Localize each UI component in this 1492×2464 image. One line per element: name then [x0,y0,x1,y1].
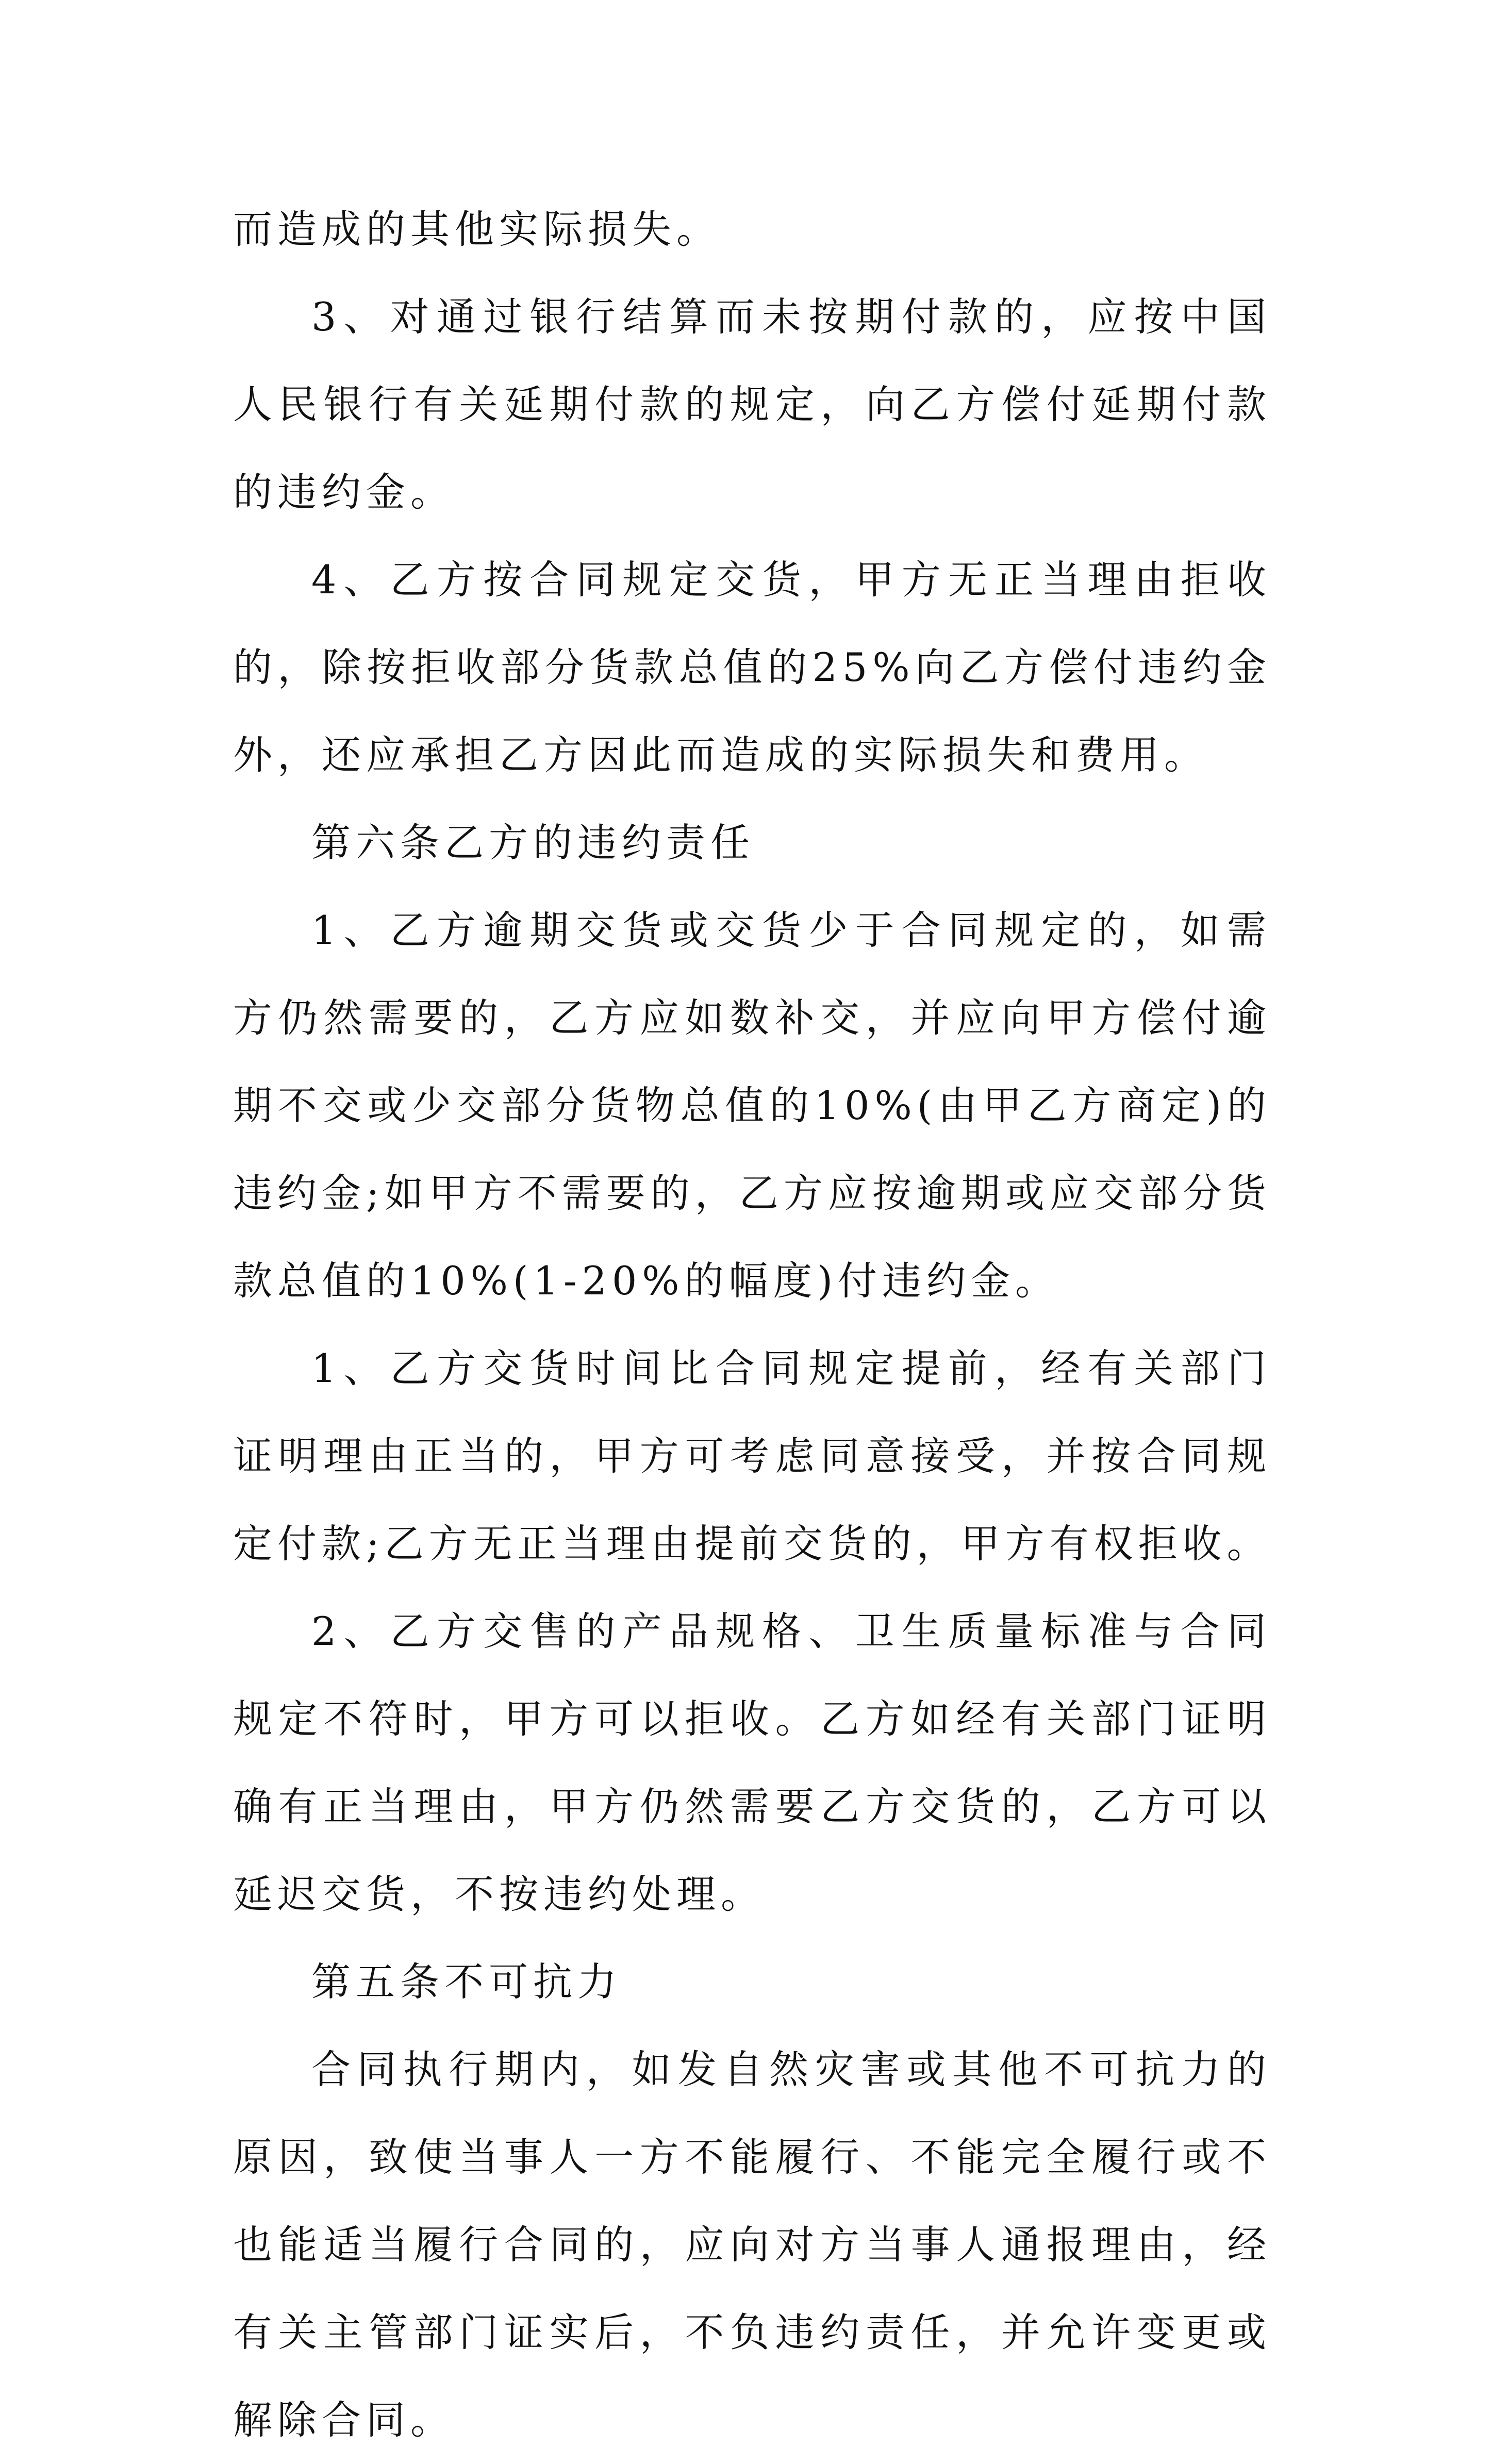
section-heading-article-6: 第六条乙方的违约责任 [311,820,755,865]
paragraph-article-6-clause-2: 2、乙方交售的产品规格、卫生质量标准与合同规定不符时，甲方可以拒收。乙方如经有关部门证明确有正当理由，甲方仍然需要乙方交货的，乙方可以延迟交货，不按违约处理。 [233,1608,1271,1917]
paragraph-article-6-clause-1b: 1、乙方交货时间比合同规定提前，经有关部门证明理由正当的，甲方可考虑同意接受，并按合同规定付款;乙方无正当理由提前交货的，甲方有权拒收。 [233,1345,1271,1567]
paragraph-continued: 而造成的其他实际损失。 [233,206,721,252]
paragraph-clause-4: 4、乙方按合同规定交货，甲方无正当理由拒收的，除按拒收部分货款总值的25%向乙方偿付违约金外，还应承担乙方因此而造成的实际损失和费用。 [233,557,1271,778]
section-heading-article-5: 第五条不可抗力 [311,1959,622,2005]
document-body [233,186,1271,2464]
paragraph-force-majeure: 合同执行期内，如发自然灾害或其他不可抗力的原因，致使当事人一方不能履行、不能完全履行或不也能适当履行合同的，应向对方当事人通报理由，经有关主管部门证实后，不负违约责任，并允许变更或解除合同。 [233,2046,1271,2443]
paragraph-clause-3: 3、对通过银行结算而未按期付款的，应按中国人民银行有关延期付款的规定，向乙方偿付延期付款的违约金。 [233,294,1271,515]
paragraph-article-6-clause-1: 1、乙方逾期交货或交货少于合同规定的，如需方仍然需要的，乙方应如数补交，并应向甲方偿付逾期不交或少交部分货物总值的10%(由甲乙方商定)的违约金;如甲方不需要的，乙方应按逾期或应交部分货款总值的10%(1-20%的幅度)付违约金。 [233,907,1271,1304]
